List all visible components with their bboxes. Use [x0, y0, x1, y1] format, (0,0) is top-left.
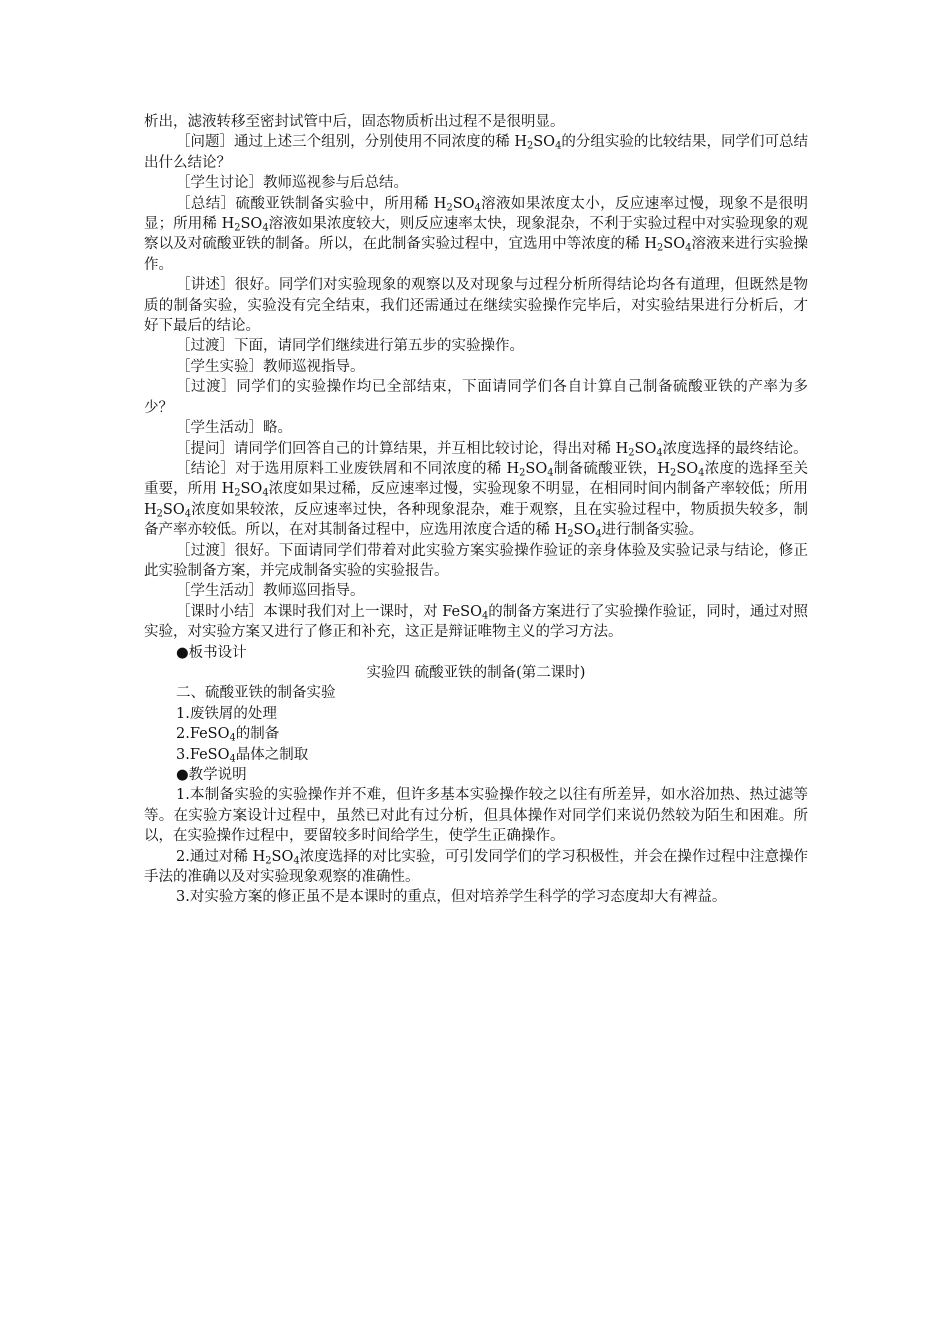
text-run: 二、硫酸亚铁的制备实验 [176, 685, 336, 702]
text-run: 的分组实验的比较结果，同学们可总结出什么结论？ [144, 134, 808, 171]
subscript: 2 [670, 467, 677, 479]
subscript: 4 [184, 508, 192, 520]
text-run: ［学生活动］教师巡回指导。 [176, 583, 365, 600]
text-run: 3.对实验方案的修正虽不是本课时的重点，但对培养学生科学的学习态度却大有裨益。 [176, 889, 727, 906]
text-run: 进行制备实验。 [601, 522, 704, 539]
subscript: 2 [526, 140, 534, 152]
text-run: SO [676, 460, 699, 477]
paragraph [144, 377, 808, 418]
text-run: ●板书设计 [176, 644, 247, 661]
paragraph [144, 785, 808, 846]
text-run: 溶液如果浓度较大，则反应速率太快，现象混杂，不利于实验过程中对实验现象的观察以及对硫酸亚铁的制备。所以，在此制备实验过程中，宜选用中等浓度的稀 H [144, 216, 808, 253]
paragraph [144, 704, 808, 724]
subscript: 2 [265, 855, 272, 867]
text-run: 浓度选择的对比实验，可引发同学们的学习积极性，并会在操作过程中注意操作手法的准确以及对实验现象观察的准确性。 [144, 848, 808, 886]
text-run: SO [634, 440, 657, 457]
paragraph [144, 439, 808, 459]
paragraph [144, 887, 808, 907]
subscript: 4 [293, 855, 300, 867]
paragraph [144, 724, 808, 744]
subscript: 4 [685, 242, 692, 254]
text-run: 制备硫酸亚铁，H [553, 460, 671, 477]
text-run: ［讲述］很好。同学们对实验现象的观察以及对现象与过程分析所得结论均各有道理，但既然是物质的制备实验，实验没有完全结束，我们还需通过在继续实验操作完毕后，对实验结果进行分析后，才好下最后的结论。 [144, 277, 808, 335]
paragraph [144, 459, 808, 541]
text-run: 的制备 [235, 726, 280, 743]
paragraph [144, 112, 808, 132]
text-run: ［结论］对于选用原料工业废铁屑和不同浓度的稀 H [176, 460, 520, 477]
subscript: 4 [698, 467, 705, 479]
text-run: ［过渡］很好。下面请同学们带着对此实验方案实验操作验证的亲身体验及实验记录与结论，修正此实验制备方案，并完成制备实验的实验报告。 [144, 542, 808, 579]
subscript: 4 [555, 140, 562, 152]
text-run: 2.通过对稀 H [176, 848, 266, 865]
subscript: 2 [657, 242, 664, 254]
subscript: 2 [446, 202, 453, 214]
paragraph [144, 745, 808, 765]
text-run: 1.本制备实验的实验操作并不难，但许多基本实验操作较之以往有所差异，如水浴加热、热过滤等等。在实验方案设计过程中，虽然已对此有过分析，但具体操作对同学们来说仍然较为陌生和困难。所以，在实验操作过程中，要留较多时间给学生，使学生正确操作。 [144, 787, 808, 845]
subscript: 4 [229, 732, 236, 744]
paragraph [144, 847, 808, 888]
paragraph [144, 275, 808, 336]
text-run: ［总结］硫酸亚铁制备实验中，所用稀 H [176, 195, 447, 212]
paragraph [144, 194, 808, 276]
subscript: 2 [628, 446, 635, 458]
subscript: 4 [262, 487, 269, 499]
text-run: 浓度如果过稀，反应速率过慢，实验现象不明显，在相同时间内制备产率较低；所用 H [144, 481, 808, 518]
text-run: 溶液如果浓度太小，反应速率过慢，现象不是很明显；所用稀 H [144, 195, 808, 233]
text-run: 析出，滤液转移至密封试管中后，固态物质析出过程不是很明显。 [144, 114, 565, 130]
paragraph [144, 683, 808, 703]
paragraph [144, 541, 808, 582]
text-run: ［学生实验］教师巡视指导。 [176, 358, 365, 375]
subscript: 4 [656, 446, 663, 458]
paragraph [144, 357, 808, 377]
paragraph [144, 173, 808, 193]
text-run: SO [573, 522, 596, 539]
text-run: ［过渡］下面，请同学们继续进行第五步的实验操作。 [176, 338, 524, 355]
text-run: ［问题］通过上述三个组别，分别使用不同浓度的稀 H [176, 134, 527, 151]
text-run: SO [162, 501, 185, 518]
subscript: 2 [567, 528, 574, 540]
paragraph [144, 602, 808, 643]
subscript: 2 [519, 467, 526, 479]
text-run: 晶体之制取 [235, 746, 309, 763]
text-run: 浓度选择的最终结论。 [662, 440, 808, 457]
text-run: 的制备方案进行了实验操作验证，同时，通过对照实验，对实验方案又进行了修正和补充，这正是辩证唯物主义的学习方法。 [144, 603, 808, 641]
subscript: 4 [595, 528, 602, 540]
text-run: ［提问］请同学们回答自己的计算结果，并互相比较讨论，得出对稀 H [176, 440, 629, 457]
paragraph [144, 132, 808, 173]
text-run: SO [452, 195, 475, 212]
subscript: 4 [481, 610, 489, 622]
paragraph [144, 663, 808, 683]
subscript: 4 [229, 753, 236, 765]
text-run: ［课时小结］本课时我们对上一课时，对 FeSO [176, 603, 482, 620]
text-run: ［学生活动］略。 [176, 420, 292, 437]
text-run: SO [525, 460, 548, 477]
subscript: 2 [234, 487, 241, 499]
text-run: 溶液来进行实验操作。 [144, 236, 808, 273]
subscript: 2 [156, 508, 163, 520]
text-run: ●教学说明 [176, 767, 247, 783]
paragraph [144, 643, 808, 663]
paragraph [144, 418, 808, 438]
text-run: SO [663, 236, 686, 253]
paragraph [144, 765, 808, 785]
text-run: 2.FeSO [176, 726, 230, 743]
text-run: SO [533, 134, 556, 151]
paragraph [144, 581, 808, 601]
text-run: SO [240, 216, 263, 233]
text-run: 实验四 硫酸亚铁的制备(第二课时) [366, 664, 586, 681]
paragraph [144, 336, 808, 356]
text-run: 浓度的选择至关重要，所用 H [144, 460, 808, 498]
text-run: 1.废铁屑的处理 [176, 705, 277, 722]
document-page [144, 112, 808, 908]
text-run: SO [271, 848, 294, 865]
text-run: ［过渡］同学们的实验操作均已全部结束，下面请同学们各自计算自己制备硫酸亚铁的产率为多少？ [144, 379, 808, 416]
text-run: SO [240, 481, 263, 498]
text-run: 浓度如果较浓，反应速率过快，各种现象混杂，难于观察，且在实验过程中，物质损失较多，制备产率亦较低。所以，在对其制备过程中，应选用浓度合适的稀 H [144, 501, 808, 539]
subscript: 4 [474, 202, 481, 214]
text-run: ［学生讨论］教师巡视参与后总结。 [176, 175, 408, 192]
subscript: 4 [262, 222, 269, 234]
text-run: 3.FeSO [176, 746, 230, 763]
subscript: 2 [234, 222, 241, 234]
subscript: 4 [547, 467, 554, 479]
